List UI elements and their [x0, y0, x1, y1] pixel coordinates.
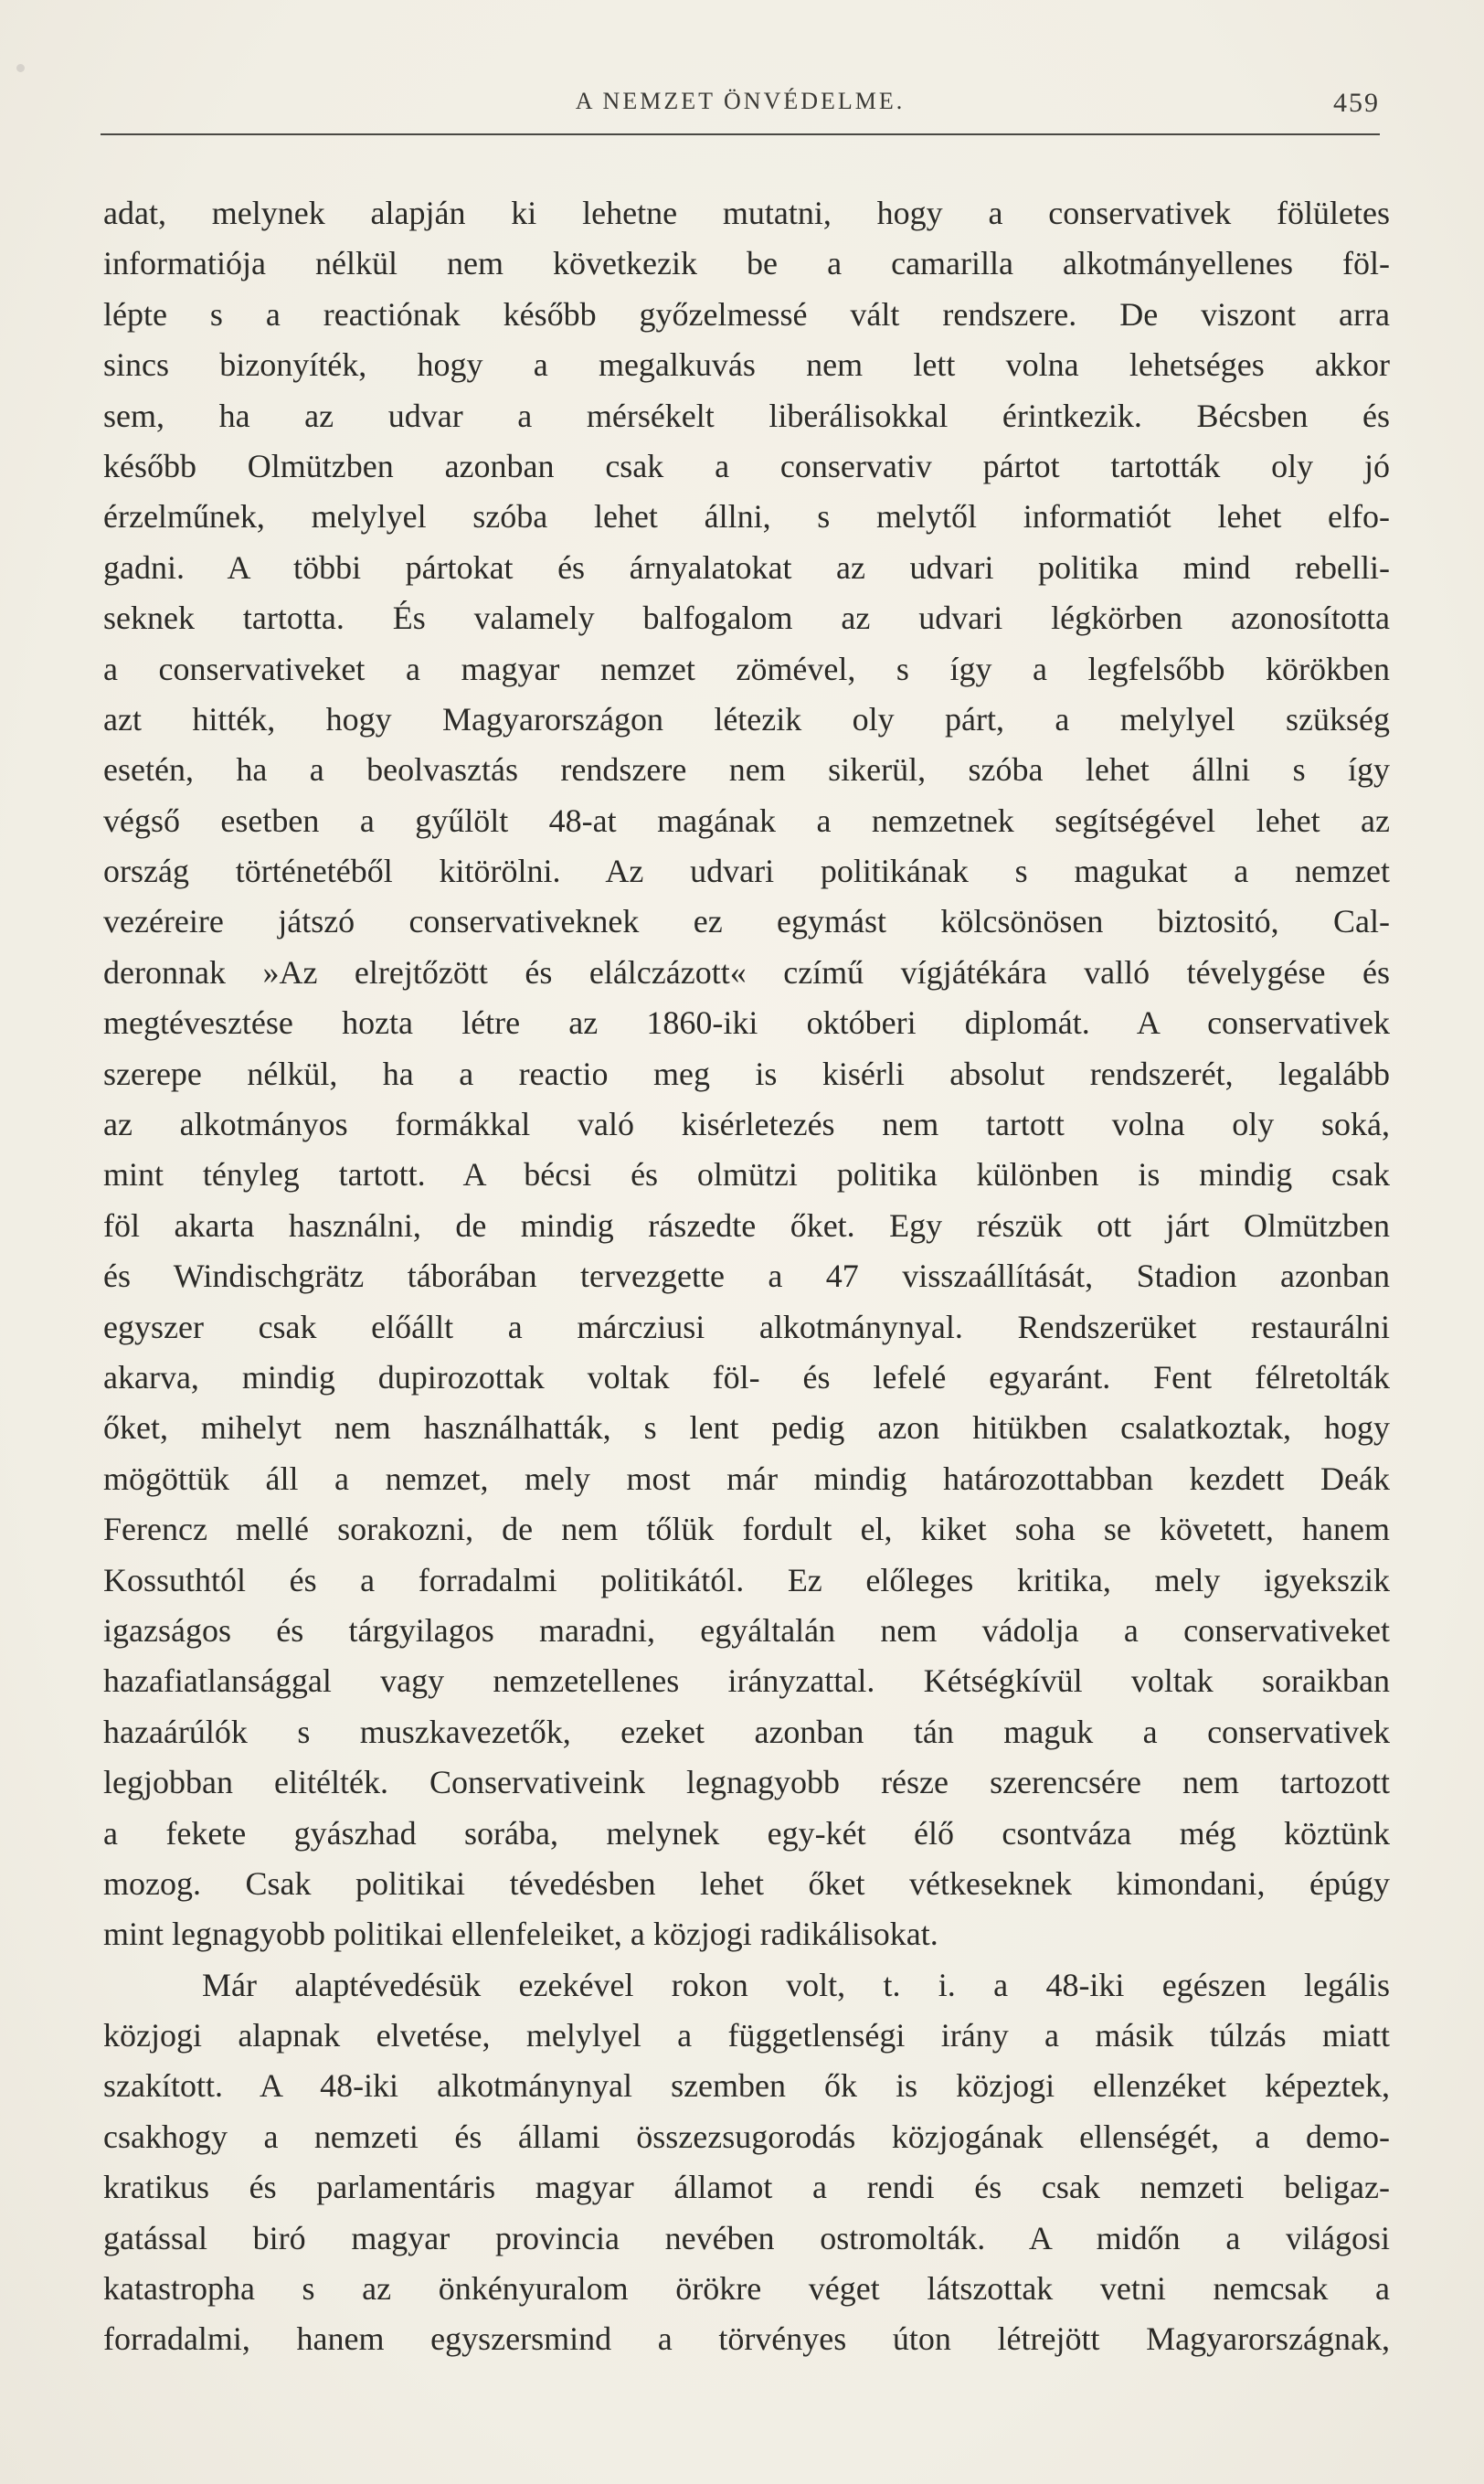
text-line: szakított. A 48-iki alkotmánynyal szemben ők is közjogi ellenzéket képeztek,: [103, 2067, 1390, 2105]
text-line: egyszer csak előállt a márcziusi alkotmánynyal. Rendszerüket restaurálni: [103, 1308, 1390, 1345]
page-number: 459: [1333, 88, 1380, 118]
text-line: mozog. Csak politikai tévedésben lehet őket vétkeseknek kimondani, épúgy: [103, 1864, 1390, 1902]
body-text: [103, 188, 1390, 2365]
header-rule: [101, 133, 1380, 135]
text-line: adat, melynek alapján ki lehetne mutatni, hogy a conservativek fölületes: [103, 195, 1390, 231]
text-line: katastropha s az önkényuralom örökre véget látszottak vetni nemcsak a: [103, 2270, 1390, 2308]
text-line: Ferencz mellé sorakozni, de nem tőlük fordult el, kiket soha se követett, hanem: [103, 1511, 1390, 1548]
text-line: mint tényleg tartott. A bécsi és olmützi politika különben is mindig csak: [103, 1156, 1390, 1194]
paragraph: [103, 188, 1390, 1960]
paragraph: [103, 1960, 1390, 2365]
text-line: őket, mihelyt nem használhatták, s lent pedig azon hitükben csalatkoztak, hogy: [103, 1409, 1390, 1447]
text-line: érzelműnek, melylyel szóba lehet állni, s melytől informatiót lehet elfo-: [103, 498, 1390, 536]
text-line: később Olmützben azonban csak a conservativ pártot tartották oly jó: [103, 447, 1390, 484]
text-line: forradalmi, hanem egyszersmind a törvényes úton létrejött Magyarországnak,: [103, 2320, 1390, 2358]
text-line: esetén, ha a beolvasztás rendszere nem sikerül, szóba lehet állni s így: [103, 751, 1390, 789]
text-line: azt hitték, hogy Magyarországon létezik oly párt, a melylyel szükség: [103, 700, 1390, 738]
text-line: mögöttük áll a nemzet, mely most már mindig határozottabban kezdett Deák: [103, 1460, 1390, 1497]
text-line: a conservativeket a magyar nemzet zömével, s így a legfelsőbb körökben: [103, 650, 1390, 687]
text-line: legjobban elitélték. Conservativeink legnagyobb része szerencsére nem tartozott: [103, 1764, 1390, 1801]
text-line: mint legnagyobb politikai ellenfeleiket, a közjogi radikálisokat.: [103, 1916, 938, 1953]
text-line: vezéreire játszó conservativeknek ez egymást kölcsönösen biztositó, Cal-: [103, 903, 1390, 940]
text-line: az alkotmányos formákkal való kisérletezés nem tartott volna oly soká,: [103, 1106, 1390, 1143]
text-line: a fekete gyászhad sorába, melynek egy-két élő csontváza még köztünk: [103, 1814, 1390, 1852]
running-title: A NEMZET ÖNVÉDELME.: [575, 88, 906, 114]
paper-speck: [16, 64, 25, 72]
text-line: sem, ha az udvar a mérsékelt liberálisokkal érintkezik. Bécsben és: [103, 397, 1390, 434]
text-line: seknek tartotta. És valamely balfogalom az udvari légkörben azonosította: [103, 600, 1390, 637]
text-line: igazságos és tárgyilagos maradni, egyáltalán nem vádolja a conservativeket: [103, 1611, 1390, 1649]
text-line: közjogi alapnak elvetése, melylyel a függetlenségi irány a másik túlzás miatt: [103, 2017, 1390, 2054]
text-line: föl akarta használni, de mindig rászedte őket. Egy részük ott járt Olmützben: [103, 1206, 1390, 1244]
text-line: csakhogy a nemzeti és állami összezsugorodás közjogának ellenségét, a demo-: [103, 2118, 1390, 2155]
text-line: megtévesztése hozta létre az 1860-iki októberi diplomát. A conservativek: [103, 1004, 1390, 1042]
text-line: hazafiatlansággal vagy nemzetellenes irányzattal. Kétségkívül voltak soraikban: [103, 1662, 1390, 1700]
text-line: végső esetben a gyűlölt 48-at magának a nemzetnek segítségével lehet az: [103, 801, 1390, 839]
text-line: gadni. A többi pártokat és árnyalatokat az udvari politika mind rebelli-: [103, 548, 1390, 586]
text-line: Kossuthtól és a forradalmi politikától. Ez előleges kritika, mely igyekszik: [103, 1561, 1390, 1598]
text-line: és Windischgrätz táborában tervezgette a 47 visszaállítását, Stadion azonban: [103, 1258, 1390, 1295]
text-line: Már alaptévedésük ezekével rokon volt, t. i. a 48-iki egészen legális: [202, 1966, 1390, 2003]
text-line: szerepe nélkül, ha a reactio meg is kisérli absolut rendszerét, legalább: [103, 1055, 1390, 1092]
text-line: akarva, mindig dupirozottak voltak föl- és lefelé egyaránt. Fent félretolták: [103, 1358, 1390, 1396]
text-line: ország történetéből kitörölni. Az udvari politikának s magukat a nemzet: [103, 853, 1390, 890]
text-line: hazaárúlók s muszkavezetők, ezeket azonban tán maguk a conservativek: [103, 1713, 1390, 1750]
text-line: gatással biró magyar provincia nevében ostromolták. A midőn a világosi: [103, 2219, 1390, 2256]
text-line: lépte s a reactiónak később győzelmessé vált rendszere. De viszont arra: [103, 295, 1390, 333]
text-line: informatiója nélkül nem következik be a camarilla alkotmányellenes föl-: [103, 245, 1390, 282]
text-line: kratikus és parlamentáris magyar államot a rendi és csak nemzeti beligaz-: [103, 2169, 1390, 2206]
page-header: [101, 88, 1380, 152]
text-line: sincs bizonyíték, hogy a megalkuvás nem lett volna lehetséges akkor: [103, 346, 1390, 384]
text-line: deronnak »Az elrejtőzött és elálczázott« czímű vígjátékára valló tévelygése és: [103, 953, 1390, 991]
